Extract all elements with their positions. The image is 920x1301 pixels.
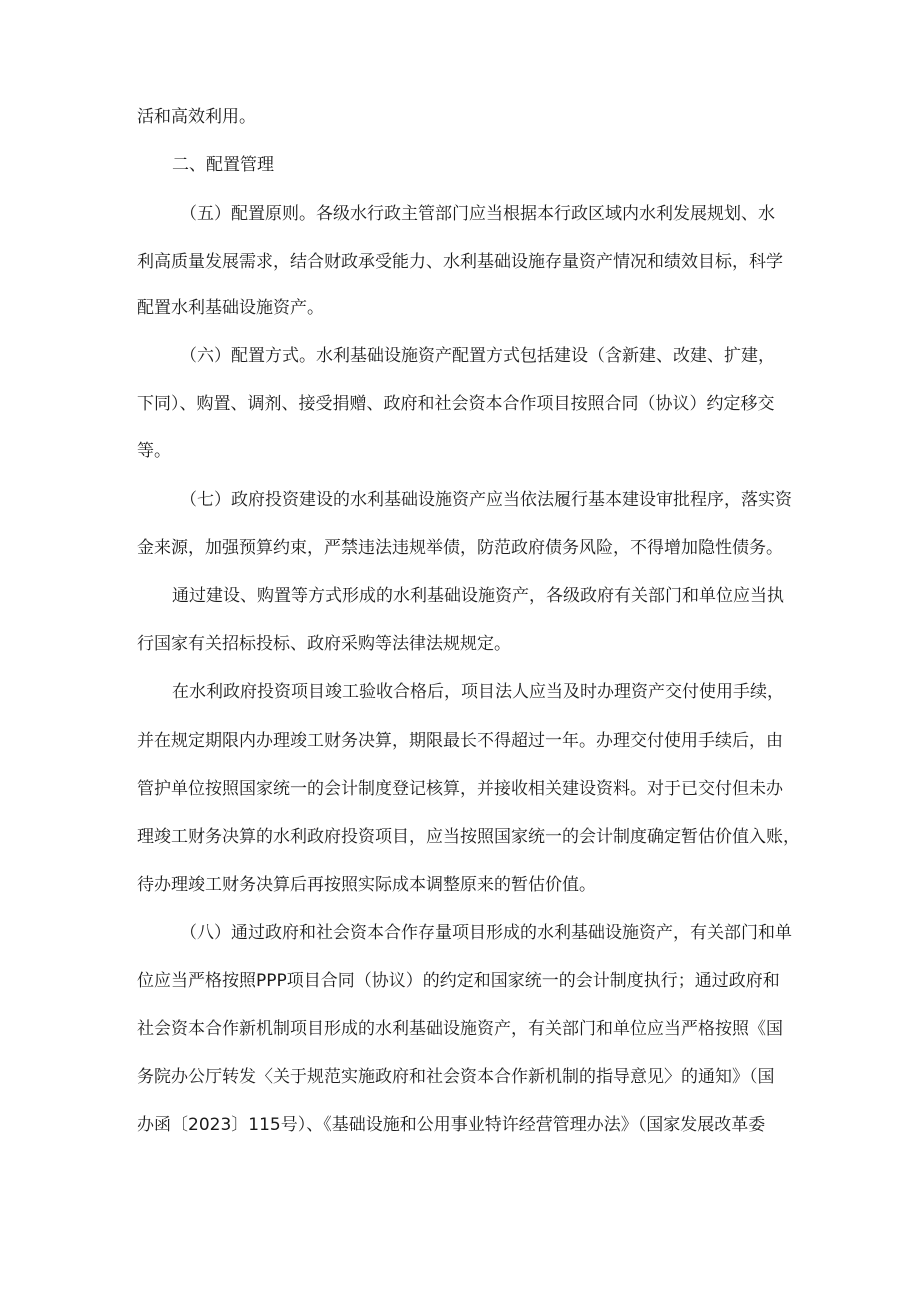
- text-line: 等。: [137, 441, 171, 461]
- text-line: 下同）、购置、调剂、接受捐赠、政府和社会资本合作项目按照合同（协议）约定移交: [137, 394, 775, 414]
- text-line: （六）配置方式。水利基础设施资产配置方式包括建设（含新建、改建、扩建，: [180, 346, 775, 366]
- text-line: 通过建设、购置等方式形成的水利基础设施资产，各级政府有关部门和单位应当执: [172, 586, 784, 606]
- text-line: 管护单位按照国家统一的会计制度登记核算，并接收相关建设资料。对于已交付但未办: [137, 779, 783, 799]
- text-line: 利高质量发展需求，结合财政承受能力、水利基础设施存量资产情况和绩效目标，科学: [137, 252, 783, 272]
- text-line: 待办理竣工财务决算后再按照实际成本调整原来的暂估价值。: [137, 875, 596, 895]
- text-line: （五）配置原则。各级水行政主管部门应当根据本行政区域内水利发展规划、水: [180, 204, 775, 224]
- text-line: 理竣工财务决算的水利政府投资项目，应当按照国家统一的会计制度确定暂估价值入账，: [137, 827, 800, 847]
- text-line: 社会资本合作新机制项目形成的水利基础设施资产，有关部门和单位应当严格按照《国: [137, 1019, 783, 1039]
- section-heading: 二、配置管理: [172, 155, 274, 175]
- text-line: 并在规定期限内办理竣工财务决算，期限最长不得超过一年。办理交付使用手续后，由: [137, 731, 783, 751]
- text-line: 活和高效利用。: [137, 107, 256, 127]
- text-line: 配置水利基础设施资产。: [137, 298, 324, 318]
- text-line: 位应当严格按照PPP项目合同（协议）的约定和国家统一的会计制度执行；通过政府和: [137, 971, 780, 991]
- text-line: （七）政府投资建设的水利基础设施资产应当依法履行基本建设审批程序，落实资: [180, 490, 792, 510]
- text-line: 行国家有关招标投标、政府采购等法律法规规定。: [137, 634, 511, 654]
- text-line: 在水利政府投资项目竣工验收合格后，项目法人应当及时办理资产交付使用手续，: [172, 682, 784, 702]
- text-line: 务院办公厅转发〈关于规范实施政府和社会资本合作新机制的指导意见〉的通知》（国: [137, 1067, 775, 1087]
- text-line: （八）通过政府和社会资本合作存量项目形成的水利基础设施资产，有关部门和单: [180, 923, 792, 943]
- text-line: 办函〔2023〕115号）、《基础设施和公用事业特许经营管理办法》（国家发展改革委: [137, 1115, 766, 1135]
- text-line: 金来源，加强预算约束，严禁违法违规举债，防范政府债务风险，不得增加隐性债务。: [137, 538, 783, 558]
